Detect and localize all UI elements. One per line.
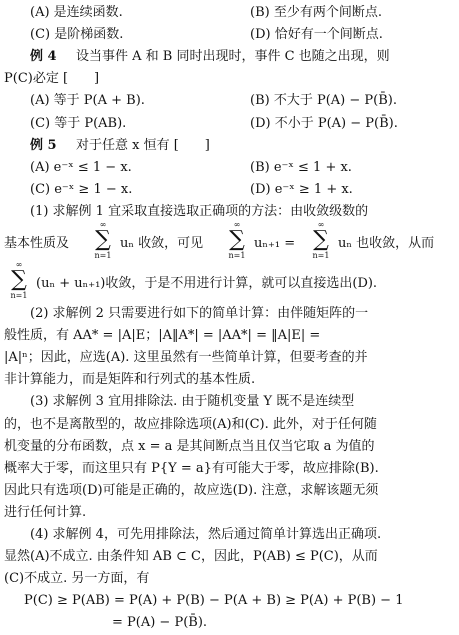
ex4-option-a: (A) 等于 P(A + B).	[30, 93, 145, 109]
ex5-option-b: (B) e⁻ˣ ≤ 1 + x.	[250, 159, 352, 175]
option-row	[0, 178, 459, 202]
sum-upper-limit: ∞	[15, 262, 23, 269]
solution-2-text: (2) 求解例 2 只需要进行如下的简单计算：由伴随矩阵的一	[30, 306, 369, 321]
option-d: (D) 恰好有一个间断点.	[250, 27, 383, 43]
solution-2-line	[0, 368, 459, 392]
series-sum-symbol	[306, 222, 336, 262]
option-row	[0, 89, 459, 113]
sum-lower-limit: n=1	[228, 251, 246, 260]
series-sum-symbol	[222, 222, 252, 262]
sigma-icon: ∑	[11, 267, 27, 292]
solution-4-line	[0, 545, 459, 569]
sum-lower-limit: n=1	[94, 251, 112, 260]
solution-1-line	[0, 200, 459, 224]
series-sum-symbol	[4, 262, 34, 302]
solution-1-text: uₙ₊₁ =	[254, 236, 296, 251]
ex5-option-d: (D) e⁻ˣ ≥ 1 + x.	[250, 181, 353, 197]
example-4-stem-line1: 设当事件 A 和 B 同时出现时，事件 C 也随之出现，则	[76, 49, 390, 65]
solution-3-line	[0, 501, 459, 525]
solution-2-text: 非计算能力，而是矩阵和行列式的基本性质.	[4, 372, 256, 388]
solution-2-text: |A|ⁿ；因此，应选(A). 这里虽然有一些简单计算，但要考查的并	[4, 350, 368, 366]
solution-4-text: P(C) ≥ P(AB) = P(A) + P(B) − P(A + B) ≥ P(A) + P(B) − 1	[24, 593, 404, 609]
series-sum-symbol	[88, 222, 118, 262]
ex4-option-c: (C) 等于 P(AB).	[30, 115, 127, 131]
example-4-stem-line2: P(C)必定 [ ]	[4, 71, 100, 87]
option-b: (B) 至少有两个间断点.	[250, 5, 382, 20]
example-4-head: 例 4	[30, 49, 57, 65]
solution-2-line	[0, 346, 459, 370]
example-5-stem	[0, 134, 459, 158]
option-row	[0, 156, 459, 180]
solution-4-formula	[0, 589, 459, 613]
solution-3-line	[0, 479, 459, 503]
example-5-head: 例 5	[30, 137, 57, 153]
solution-3-text: 因此只有选项(D)可能是正确的，故应选(D). 注意，求解该题无须	[4, 482, 379, 498]
solution-1-sum-line	[0, 222, 459, 266]
solution-1-text: (uₙ + uₙ₊₁)收敛，于是不用进行计算，就可以直接选出(D).	[36, 276, 378, 291]
solution-1-text: 基本性质及	[4, 236, 70, 251]
example-4-stem	[0, 45, 459, 69]
solution-2-line	[0, 302, 459, 326]
solution-3-text: 机变量的分布函数，点 x = a 是其间断点当且仅当它取 a 为值的	[4, 438, 375, 454]
sum-upper-limit: ∞	[99, 222, 107, 229]
example-5-stem-text: 对于任意 x 恒有 [ ]	[76, 137, 210, 153]
option-row	[0, 1, 459, 25]
example-4-stem-cont	[0, 67, 459, 91]
solution-4-formula	[0, 611, 459, 635]
solution-1-text: uₙ 收敛，可见	[120, 236, 204, 251]
ex5-option-c: (C) e⁻ˣ ≥ 1 − x.	[30, 181, 133, 197]
solution-1-sum-line	[0, 262, 459, 306]
ex4-option-b: (B) 不大于 P(A) − P(B̄).	[250, 93, 397, 109]
solution-3-text: 的，也不是离散型的，故应排除选项(A)和(C). 此外，对于任何随	[4, 416, 377, 432]
solution-1-text: uₙ 也收敛，从而	[338, 236, 435, 251]
sum-lower-limit: n=1	[10, 291, 28, 300]
sum-lower-limit: n=1	[312, 251, 330, 260]
solution-3-text: 概率大于零，而这里只有 P{Y = a}有可能大于零，故应排除(B).	[4, 460, 379, 476]
solution-3-line	[0, 390, 459, 414]
option-row	[0, 112, 459, 136]
ex4-option-d: (D) 不小于 P(A) − P(B̄).	[250, 115, 398, 131]
solution-3-line	[0, 457, 459, 481]
solution-4-text: (4) 求解例 4，可先用排除法，然后通过简单计算选出正确项.	[30, 527, 382, 542]
solution-3-line	[0, 435, 459, 459]
sigma-icon: ∑	[313, 227, 329, 252]
solution-3-line	[0, 413, 459, 437]
sum-upper-limit: ∞	[317, 222, 325, 229]
option-a: (A) 是连续函数.	[30, 5, 123, 20]
sigma-icon: ∑	[229, 227, 245, 252]
sigma-icon: ∑	[95, 227, 111, 252]
solution-4-text: (C)不成立. 另一方面，有	[4, 571, 150, 587]
solution-1-text: (1) 求解例 1 宜采取直接选取正确项的方法：由收敛级数的	[30, 203, 369, 219]
solution-2-text: 般性质，有 AA* = |A|E；|A‖A*| = |AA*| = ‖A|E| =	[4, 328, 321, 344]
option-c: (C) 是阶梯函数.	[30, 27, 124, 43]
solution-3-text: (3) 求解例 3 宜用排除法. 由于随机变量 Y 既不是连续型	[30, 394, 355, 410]
solution-4-text: = P(A) − P(B̄).	[112, 615, 208, 631]
solution-4-line	[0, 523, 459, 547]
option-row	[0, 23, 459, 47]
sum-upper-limit: ∞	[233, 222, 241, 229]
solution-2-line	[0, 324, 459, 348]
ex5-option-a: (A) e⁻ˣ ≤ 1 − x.	[30, 159, 132, 175]
solution-4-text: 显然(A)不成立. 由条件知 AB ⊂ C，因此，P(AB) ≤ P(C)，从而	[4, 549, 378, 565]
solution-3-text: 进行任何计算.	[4, 504, 87, 520]
solution-4-line	[0, 567, 459, 591]
